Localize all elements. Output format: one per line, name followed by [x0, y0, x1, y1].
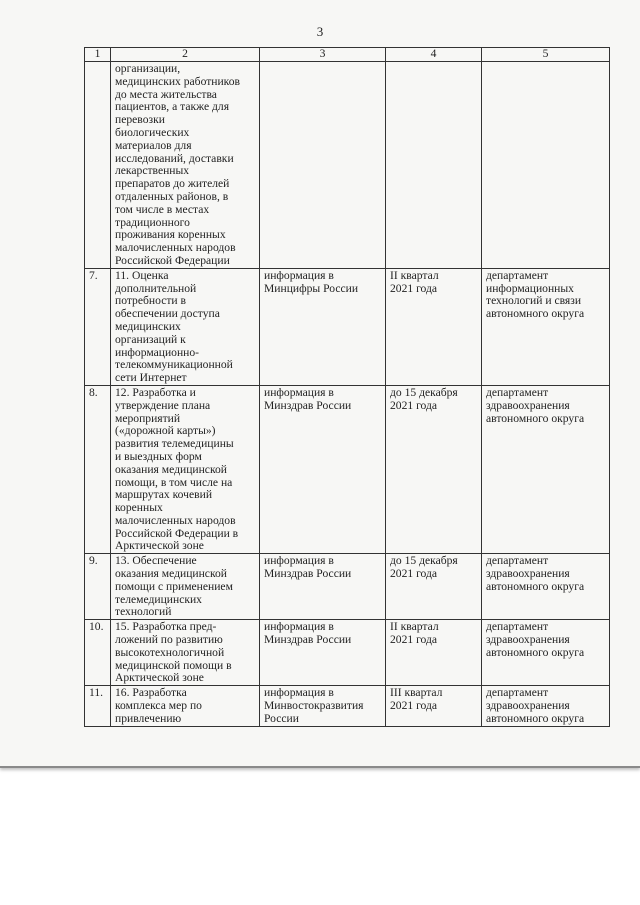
- table-row: [85, 385, 610, 553]
- table-header-row: [85, 48, 610, 62]
- column-header-4: 4: [386, 48, 482, 62]
- deadline-cell: II квартал 2021 года: [386, 268, 482, 385]
- deadline-cell: [386, 62, 482, 269]
- column-header-2: 2: [111, 48, 260, 62]
- result-cell: информация в Минздрав России: [260, 385, 386, 553]
- responsible-cell: департамент здравоохранения автономного округа: [482, 385, 610, 553]
- measure-cell: 13. Обеспечение оказания медицинской помощи с применением телемедицинских технологий: [111, 554, 260, 620]
- measures-table: [84, 47, 610, 727]
- responsible-cell: департамент здравоохранения автономного округа: [482, 686, 610, 726]
- table-row: [85, 268, 610, 385]
- table-row: [85, 686, 610, 726]
- row-number: 10.: [85, 620, 111, 686]
- page-number: 3: [316, 24, 324, 39]
- row-number: 8.: [85, 385, 111, 553]
- column-header-3: 3: [260, 48, 386, 62]
- deadline-cell: до 15 декабря 2021 года: [386, 385, 482, 553]
- measure-cell: организации, медицинских работников до места жительства пациентов, а также для перевозки биологических материалов для исследований, доставки лекарственных препаратов до жителей отдаленных районов, в том числе в местах традиционного проживания коренных малочисленных народов Российской Федерации: [111, 62, 260, 269]
- responsible-cell: департамент информационных технологий и связи автономного округа: [482, 268, 610, 385]
- measure-cell: 11. Оценка дополнительной потребности в обеспечении доступа медицинских организаций к информационно- телекоммуникационной сети Интернет: [111, 268, 260, 385]
- table-row: [85, 554, 610, 620]
- table-row: [85, 62, 610, 269]
- result-cell: информация в Минздрав России: [260, 554, 386, 620]
- column-header-5: 5: [482, 48, 610, 62]
- deadline-cell: до 15 декабря 2021 года: [386, 554, 482, 620]
- measure-cell: 16. Разработка комплекса мер по привлечению: [111, 686, 260, 726]
- result-cell: [260, 62, 386, 269]
- result-cell: информация в Минвостокразвития России: [260, 686, 386, 726]
- responsible-cell: департамент здравоохранения автономного округа: [482, 554, 610, 620]
- measure-cell: 12. Разработка и утверждение плана мероприятий («дорожной карты») развития телемедицины и выездных форм оказания медицинской помощи, в том числе на маршрутах кочевий коренных малочисленных народов Российской Федерации в Арктической зоне: [111, 385, 260, 553]
- deadline-cell: II квартал 2021 года: [386, 620, 482, 686]
- result-cell: информация в Минцифры России: [260, 268, 386, 385]
- result-cell: информация в Минздрав России: [260, 620, 386, 686]
- column-header-1: 1: [85, 48, 111, 62]
- deadline-cell: III квартал 2021 года: [386, 686, 482, 726]
- row-number: 9.: [85, 554, 111, 620]
- measure-cell: 15. Разработка пред- ложений по развитию высокотехнологичной медицинской помощи в Арктической зоне: [111, 620, 260, 686]
- row-number: 7.: [85, 268, 111, 385]
- responsible-cell: департамент здравоохранения автономного округа: [482, 620, 610, 686]
- responsible-cell: [482, 62, 610, 269]
- row-number: [85, 62, 111, 269]
- table-row: [85, 620, 610, 686]
- row-number: 11.: [85, 686, 111, 726]
